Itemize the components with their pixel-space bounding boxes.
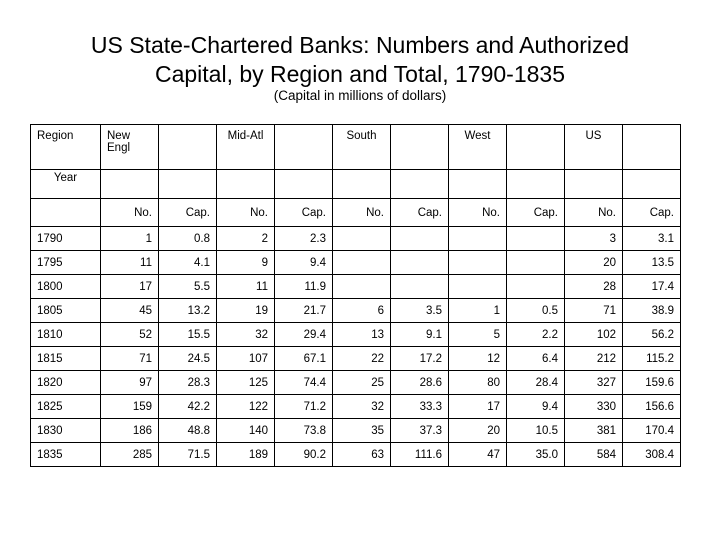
spacer-cell [217, 170, 275, 199]
capital-cell: 9.1 [391, 323, 449, 347]
capital-cell: 48.8 [159, 419, 217, 443]
count-cell [449, 227, 507, 251]
capital-cell: 24.5 [159, 347, 217, 371]
capital-cell [391, 227, 449, 251]
capital-cell: 111.6 [391, 443, 449, 467]
region-header-south: South [333, 125, 391, 170]
year-cell: 1820 [31, 371, 101, 395]
year-cell: 1825 [31, 395, 101, 419]
capital-cell: 115.2 [623, 347, 681, 371]
count-cell: 97 [101, 371, 159, 395]
count-cell: 45 [101, 299, 159, 323]
count-cell: 12 [449, 347, 507, 371]
count-cell: 71 [101, 347, 159, 371]
spacer-cell [507, 170, 565, 199]
capital-cell: 74.4 [275, 371, 333, 395]
spacer-cell [275, 125, 333, 170]
spacer-cell [159, 125, 217, 170]
spacer-cell [391, 125, 449, 170]
table-row [31, 251, 681, 275]
count-cell: 13 [333, 323, 391, 347]
count-cell: 107 [217, 347, 275, 371]
capital-cell: 17.4 [623, 275, 681, 299]
year-cell: 1810 [31, 323, 101, 347]
region-header-mid-atl: Mid-Atl [217, 125, 275, 170]
spacer-cell [159, 170, 217, 199]
capital-cell: 2.2 [507, 323, 565, 347]
capital-cell: 56.2 [623, 323, 681, 347]
capital-cell [507, 251, 565, 275]
count-cell: 52 [101, 323, 159, 347]
no-header: No. [565, 199, 623, 227]
capital-cell: 90.2 [275, 443, 333, 467]
count-cell: 125 [217, 371, 275, 395]
count-cell: 32 [217, 323, 275, 347]
count-cell [333, 227, 391, 251]
count-cell: 3 [565, 227, 623, 251]
year-cell: 1795 [31, 251, 101, 275]
capital-cell: 13.2 [159, 299, 217, 323]
table-row [31, 347, 681, 371]
count-cell: 330 [565, 395, 623, 419]
capital-cell: 35.0 [507, 443, 565, 467]
count-cell [449, 251, 507, 275]
count-cell [333, 251, 391, 275]
capital-cell: 71.2 [275, 395, 333, 419]
table-row [31, 371, 681, 395]
capital-cell: 2.3 [275, 227, 333, 251]
count-cell: 212 [565, 347, 623, 371]
capital-cell: 73.8 [275, 419, 333, 443]
count-cell: 1 [101, 227, 159, 251]
capital-cell: 21.7 [275, 299, 333, 323]
capital-cell: 29.4 [275, 323, 333, 347]
spacer-cell [391, 170, 449, 199]
spacer-cell [333, 170, 391, 199]
year-header-row [31, 170, 681, 199]
spacer-cell [101, 170, 159, 199]
region-name-line1: New [107, 130, 131, 142]
year-label: Year [31, 170, 101, 199]
table-row [31, 419, 681, 443]
count-cell: 47 [449, 443, 507, 467]
count-cell: 11 [101, 251, 159, 275]
count-cell: 80 [449, 371, 507, 395]
spacer-cell [565, 170, 623, 199]
count-cell: 6 [333, 299, 391, 323]
capital-cell: 42.2 [159, 395, 217, 419]
region-header-west: West [449, 125, 507, 170]
capital-cell [391, 251, 449, 275]
capital-cell: 159.6 [623, 371, 681, 395]
count-cell: 102 [565, 323, 623, 347]
capital-cell: 28.4 [507, 371, 565, 395]
capital-cell: 13.5 [623, 251, 681, 275]
table-row [31, 395, 681, 419]
cap-header: Cap. [507, 199, 565, 227]
count-cell: 2 [217, 227, 275, 251]
capital-cell: 9.4 [507, 395, 565, 419]
capital-cell: 308.4 [623, 443, 681, 467]
title-line-2: Capital, by Region and Total, 1790-1835 [154, 61, 566, 87]
region-header-new-engl [101, 125, 159, 170]
count-cell: 381 [565, 419, 623, 443]
capital-cell: 38.9 [623, 299, 681, 323]
cap-header: Cap. [275, 199, 333, 227]
spacer-cell [275, 170, 333, 199]
count-cell: 25 [333, 371, 391, 395]
cap-header: Cap. [159, 199, 217, 227]
no-header: No. [217, 199, 275, 227]
count-cell: 5 [449, 323, 507, 347]
capital-cell: 10.5 [507, 419, 565, 443]
spacer-cell [507, 125, 565, 170]
capital-cell: 0.8 [159, 227, 217, 251]
cap-header: Cap. [623, 199, 681, 227]
count-cell: 35 [333, 419, 391, 443]
count-cell: 32 [333, 395, 391, 419]
region-name-line2: Engl [107, 142, 131, 154]
spacer-cell [623, 125, 681, 170]
capital-cell: 71.5 [159, 443, 217, 467]
capital-cell: 3.1 [623, 227, 681, 251]
year-cell: 1815 [31, 347, 101, 371]
spacer-cell [31, 199, 101, 227]
capital-cell: 28.3 [159, 371, 217, 395]
year-cell: 1805 [31, 299, 101, 323]
count-cell: 189 [217, 443, 275, 467]
capital-cell: 6.4 [507, 347, 565, 371]
table-row [31, 443, 681, 467]
count-cell: 17 [101, 275, 159, 299]
year-cell: 1830 [31, 419, 101, 443]
capital-cell: 17.2 [391, 347, 449, 371]
spacer-cell [449, 170, 507, 199]
capital-cell: 156.6 [623, 395, 681, 419]
count-cell: 186 [101, 419, 159, 443]
count-cell: 584 [565, 443, 623, 467]
count-cell: 22 [333, 347, 391, 371]
capital-cell: 4.1 [159, 251, 217, 275]
region-header-us: US [565, 125, 623, 170]
count-cell: 20 [449, 419, 507, 443]
count-cell: 19 [217, 299, 275, 323]
year-cell: 1790 [31, 227, 101, 251]
capital-cell: 11.9 [275, 275, 333, 299]
capital-cell: 15.5 [159, 323, 217, 347]
subheader-row [31, 199, 681, 227]
capital-cell: 170.4 [623, 419, 681, 443]
count-cell: 17 [449, 395, 507, 419]
capital-cell: 37.3 [391, 419, 449, 443]
count-cell: 285 [101, 443, 159, 467]
count-cell: 122 [217, 395, 275, 419]
capital-cell: 0.5 [507, 299, 565, 323]
capital-cell: 3.5 [391, 299, 449, 323]
capital-cell: 28.6 [391, 371, 449, 395]
page-title [0, 31, 720, 89]
region-header-row [31, 125, 681, 170]
subtitle: (Capital in millions of dollars) [273, 88, 447, 103]
no-header: No. [333, 199, 391, 227]
cap-header: Cap. [391, 199, 449, 227]
year-cell: 1800 [31, 275, 101, 299]
count-cell: 9 [217, 251, 275, 275]
capital-cell: 9.4 [275, 251, 333, 275]
table-row [31, 323, 681, 347]
no-header: No. [101, 199, 159, 227]
count-cell: 28 [565, 275, 623, 299]
title-line-1: US State-Chartered Banks: Numbers and Authorized [90, 32, 630, 58]
capital-cell [391, 275, 449, 299]
count-cell [333, 275, 391, 299]
no-header: No. [449, 199, 507, 227]
capital-cell: 33.3 [391, 395, 449, 419]
count-cell: 327 [565, 371, 623, 395]
count-cell: 1 [449, 299, 507, 323]
capital-cell: 5.5 [159, 275, 217, 299]
table-row [31, 227, 681, 251]
count-cell: 71 [565, 299, 623, 323]
count-cell: 11 [217, 275, 275, 299]
table-row [31, 275, 681, 299]
count-cell: 63 [333, 443, 391, 467]
table-row [31, 299, 681, 323]
count-cell: 140 [217, 419, 275, 443]
banks-table [30, 124, 681, 467]
count-cell [449, 275, 507, 299]
spacer-cell [623, 170, 681, 199]
count-cell: 159 [101, 395, 159, 419]
capital-cell: 67.1 [275, 347, 333, 371]
capital-cell [507, 227, 565, 251]
count-cell: 20 [565, 251, 623, 275]
year-cell: 1835 [31, 443, 101, 467]
region-label: Region [31, 125, 101, 170]
capital-cell [507, 275, 565, 299]
